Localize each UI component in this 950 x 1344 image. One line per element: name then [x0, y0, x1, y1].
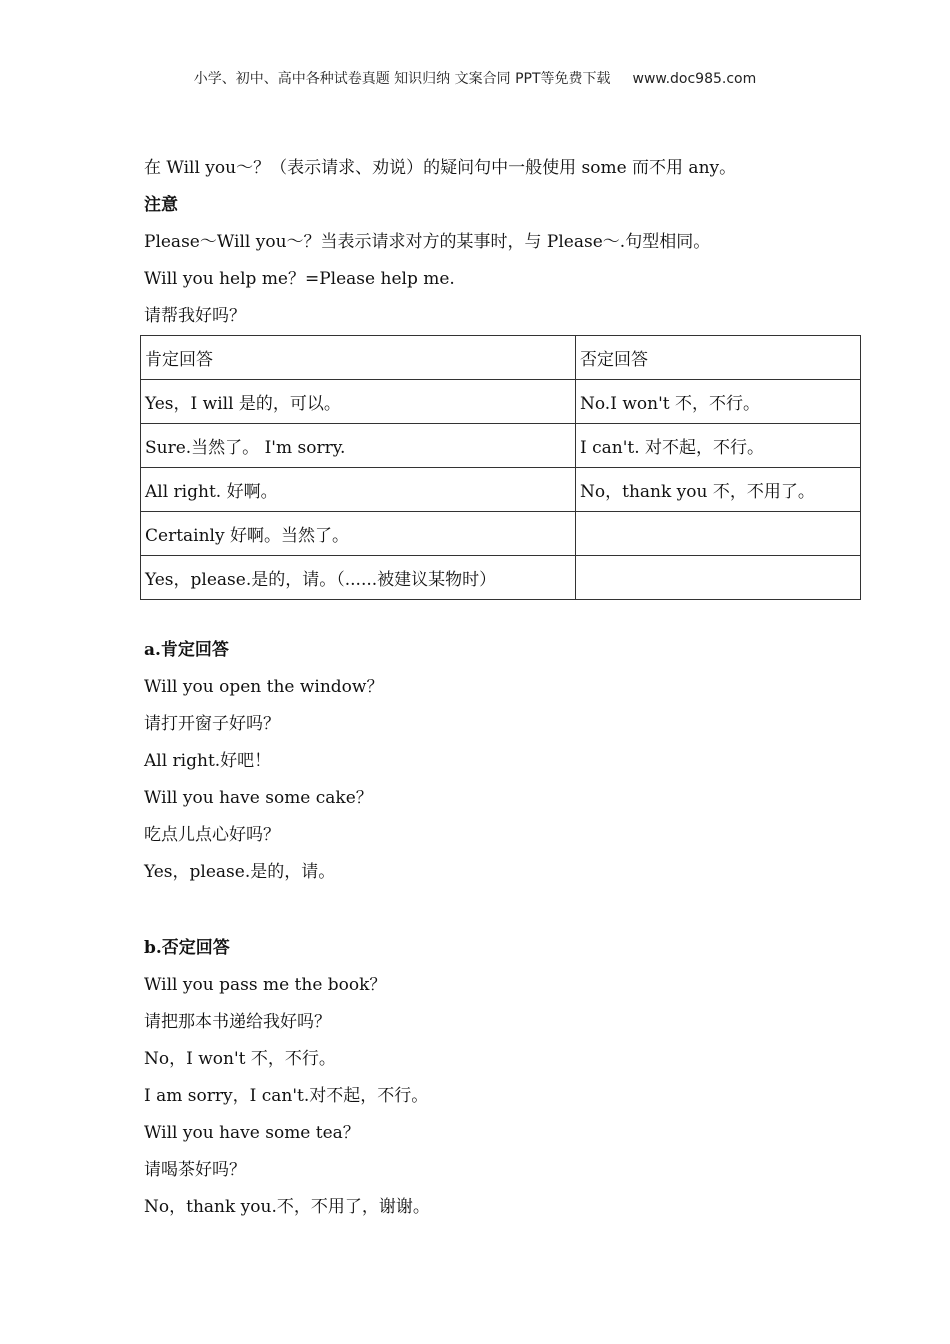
section-b-title: b.否定回答	[144, 938, 230, 958]
section-negative	[144, 930, 864, 1226]
section-b-line: 请把那本书递给我好吗？	[144, 1012, 331, 1032]
intro-line-2: Please～Will you～？当表示请求对方的某事时，与 Please～.句型相同。	[144, 232, 711, 252]
table-cell: No.I won't 不，不行。	[576, 380, 861, 424]
section-affirmative	[144, 632, 864, 891]
section-b-line: No，I won't 不，不行。	[144, 1049, 336, 1069]
section-b-line: I am sorry，I can't.对不起，不行。	[144, 1086, 429, 1106]
table-header-row	[141, 336, 861, 380]
table-cell: Yes，I will 是的，可以。	[141, 380, 576, 424]
section-b-line: No，thank you.不，不用了，谢谢。	[144, 1197, 430, 1217]
table-cell: All right. 好啊。	[141, 468, 576, 512]
header-site: www.doc985.com	[632, 71, 757, 87]
intro-line-4: 请帮我好吗？	[144, 306, 246, 326]
intro-line-3: Will you help me？=Please help me.	[144, 269, 455, 289]
section-b-line: Will you pass me the book？	[144, 975, 387, 995]
section-a-line: 吃点儿点心好吗？	[144, 825, 280, 845]
table-row	[141, 380, 861, 424]
note-title: 注意	[144, 195, 178, 215]
table-cell: Certainly 好啊。当然了。	[141, 512, 576, 556]
section-a-line: Yes，please.是的，请。	[144, 862, 336, 882]
table-cell	[576, 556, 861, 600]
table-row	[141, 556, 861, 600]
table-row	[141, 512, 861, 556]
section-a-line: Will you open the window？	[144, 677, 384, 697]
table-header-cell: 否定回答	[576, 336, 861, 380]
section-a-line: Will you have some cake？	[144, 788, 373, 808]
section-b-line: 请喝茶好吗？	[144, 1160, 246, 1180]
table-cell: Yes，please.是的，请。（......被建议某物时）	[141, 556, 576, 600]
section-b-line: Will you have some tea？	[144, 1123, 360, 1143]
answer-table	[140, 335, 861, 600]
section-a-line: 请打开窗子好吗？	[144, 714, 280, 734]
table-cell: I can't. 对不起，不行。	[576, 424, 861, 468]
header-text: 小学、初中、高中各种试卷真题 知识归纳 文案合同 PPT等免费下载	[193, 71, 611, 87]
section-a-title: a.肯定回答	[144, 640, 229, 660]
table-cell	[576, 512, 861, 556]
intro-line-1: 在 Will you～？（表示请求、劝说）的疑问句中一般使用 some 而不用 any。	[144, 158, 737, 178]
table-row	[141, 468, 861, 512]
table-header-cell: 肯定回答	[141, 336, 576, 380]
table-cell: Sure.当然了。 I'm sorry.	[141, 424, 576, 468]
intro-section	[144, 150, 864, 335]
page-header	[0, 68, 950, 88]
table-row	[141, 424, 861, 468]
section-a-line: All right.好吧！	[144, 751, 272, 771]
table-cell: No，thank you 不，不用了。	[576, 468, 861, 512]
